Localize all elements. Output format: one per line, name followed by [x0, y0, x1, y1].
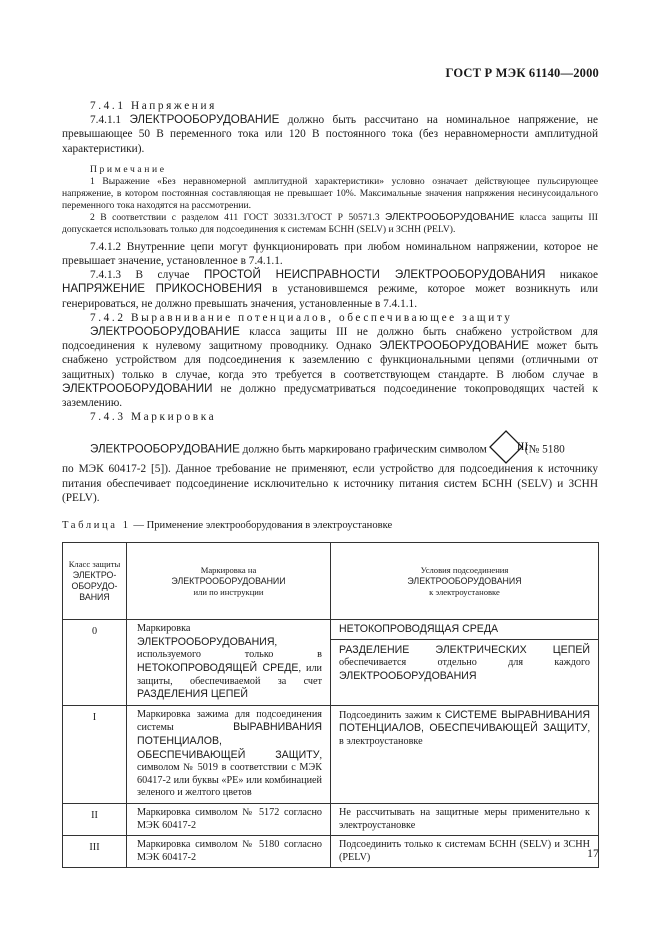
marking-cell: Маркировка зажима для подсоединения системы ВЫРАВНИВАНИЯ ПОТЕНЦИАЛОВ, ОБЕСПЕЧИВАЮЩЕЙ ЗАЩИТУ, символом № 5019 в соответствии с МЭК 60417-2 или буквы «PE» или комбинацией зеленого и желтого цветов [127, 705, 331, 803]
header-marking: Маркировка на ЭЛЕКТРООБОРУДОВАНИИ или по инструкции [127, 543, 331, 620]
class-cell: 0 [63, 620, 127, 706]
paragraph-7-4-1-1: 7.4.1.1 ЭЛЕКТРООБОРУДОВАНИЕ должно быть рассчитано на номинальное напряжение, не превышающее 50 В переменного тока или 120 В постоянного тока (без неравномерности амплитудной характеристики). [62, 113, 599, 155]
paragraph-7-4-2: ЭЛЕКТРООБОРУДОВАНИЕ класса защиты III не должно быть снабжено устройством для подсоединения к нулевому защитному проводнику. Однако ЭЛЕКТРООБОРУДОВАНИЕ может быть снабжено устройством для подсоединения к заземлению с функциональными цепями (отличными от защитных) только в случае, когда это требуется в соответствующем стандарте. В любом случае в ЭЛЕКТРООБОРУДОВАНИИ не должно предусматриваться подсоединение токопроводящих частей к заземлению. [62, 325, 598, 410]
class-cell: I [63, 705, 127, 803]
page-number: 17 [587, 846, 599, 860]
defined-term: ЭЛЕКТРООБОРУДОВАНИЕ [129, 113, 280, 127]
defined-term: ЭЛЕКТРООБОРУДОВАНИЕ [90, 325, 240, 339]
conditions-cell: НЕТОКОПРОВОДЯЩАЯ СРЕДА РАЗДЕЛЕНИЕ ЭЛЕКТРИЧЕСКИХ ЦЕПЕЙ обеспечивается отдельно для каждого ЭЛЕКТРООБОРУДОВАНИЯ [331, 620, 599, 706]
note-1: 1 Выражение «Без неравномерной амплитудной характеристики» условно означает действующее пульсирующее напряжение, в котором постоянная составляющая не превышает 10%. Максимальные значения напряжения несинусоидального переменного тока находятся на рассмотрении. [62, 175, 598, 211]
marking-cell: Маркировка символом № 5180 согласно МЭК 60417-2 [127, 836, 331, 868]
class-iii-diamond-symbol-icon: III [489, 430, 523, 464]
defined-term: ЭЛЕКТРО-ОБОРУДО-ВАНИЯ [71, 570, 118, 603]
defined-term: ЭЛЕКТРООБОРУДОВАНИИ [62, 381, 213, 395]
paragraph-7-4-1-2: 7.4.1.2 Внутренние цепи могут функционировать при любом номинальном напряжении, которое не превышает значение, установленное в 7.4.1.1. [62, 240, 598, 268]
marking-cell: Маркировка ЭЛЕКТРООБОРУДОВАНИЯ, используемого только в НЕТОКОПРОВОДЯЩЕЙ СРЕДЕ, или защиты, обеспечиваемой за счет РАЗДЕЛЕНИЯ ЦЕПЕЙ [127, 620, 331, 706]
class-cell: II [63, 803, 127, 835]
defined-term: ЭЛЕКТРООБОРУДОВАНИЕ [90, 443, 240, 457]
note-2: 2 В соответствии с разделом 411 ГОСТ 30331.3/ГОСТ Р 50571.3 ЭЛЕКТРООБОРУДОВАНИЕ класса защиты III допускается использовать только для подсоединения к системам БСНН (SELV) и ЗСНН (PELV). [62, 211, 598, 235]
table-row [63, 620, 599, 706]
paragraph-7-4-3-first-line: ЭЛЕКТРООБОРУДОВАНИЕ должно быть маркировано графическим символом III (№ 5180 [62, 436, 598, 462]
table-row [63, 803, 599, 835]
defined-term: ЭЛЕКТРООБОРУДОВАНИЕ [379, 339, 530, 353]
header-protection-class: Класс защиты ЭЛЕКТРО-ОБОРУДО-ВАНИЯ [63, 543, 127, 620]
conditions-cell: Подсоединить только к системам БСНН (SELV) и ЗСНН (PELV) [331, 836, 599, 868]
defined-term: ЭЛЕКТРООБОРУДОВАНИЕ [385, 211, 515, 223]
conditions-cell: Не рассчитывать на защитные меры применительно к электроустановке [331, 803, 599, 835]
marking-cell: Маркировка символом № 5172 согласно МЭК 60417-2 [127, 803, 331, 835]
paragraph-7-4-3-continuation: по МЭК 60417-2 [5]). Данное требование не применяют, если устройство для подсоединения к источнику питания обеспечивает подсоединение исключительно к источнику питания систем БСНН (SELV) и ЗСНН (PELV). [62, 463, 598, 504]
document-body [62, 99, 598, 868]
defined-term: ЭЛЕКТРООБОРУДОВАНИЯ [407, 575, 522, 586]
table-row [63, 705, 599, 803]
table-header-row [63, 543, 599, 620]
defined-term: НАПРЯЖЕНИЕ ПРИКОСНОВЕНИЯ [62, 282, 262, 296]
table-row [63, 836, 599, 868]
defined-term: ЭЛЕКТРООБОРУДОВАНИИ [171, 575, 286, 586]
standard-header: ГОСТ Р МЭК 61140—2000 [445, 66, 599, 80]
class-cell: III [63, 836, 127, 868]
section-7-4-1-title: 7.4.1 Напряжения [90, 100, 217, 112]
paragraph-7-4-1-3: 7.4.1.3 В случае ПРОСТОЙ НЕИСПРАВНОСТИ ЭЛЕКТРООБОРУДОВАНИЯ никакое НАПРЯЖЕНИЕ ПРИКОСНОВЕНИЯ в установившемся режиме, которое может возникнуть или генерироваться, не должно превышать значения, установленные в 7.4.1.1. [62, 268, 599, 310]
note-label: Примечание [90, 163, 167, 175]
conditions-cell: Подсоединить зажим к СИСТЕМЕ ВЫРАВНИВАНИЯ ПОТЕНЦИАЛОВ, ОБЕСПЕЧИВАЮЩЕЙ ЗАЩИТУ, в электроустановке [331, 705, 599, 803]
equipment-application-table [62, 542, 599, 868]
header-connection-conditions: Условия подсоединения ЭЛЕКТРООБОРУДОВАНИЯ к электроустановке [331, 543, 599, 620]
section-7-4-3-title: 7.4.3 Маркировка [90, 411, 217, 424]
table-caption: Таблица 1 — Применение электрооборудования в электроустановке [62, 520, 393, 532]
defined-term: ПРОСТОЙ НЕИСПРАВНОСТИ ЭЛЕКТРООБОРУДОВАНИЯ [204, 268, 546, 282]
section-7-4-2-title: 7.4.2 Выравнивание потенциалов, обеспечивающее защиту [90, 311, 513, 324]
